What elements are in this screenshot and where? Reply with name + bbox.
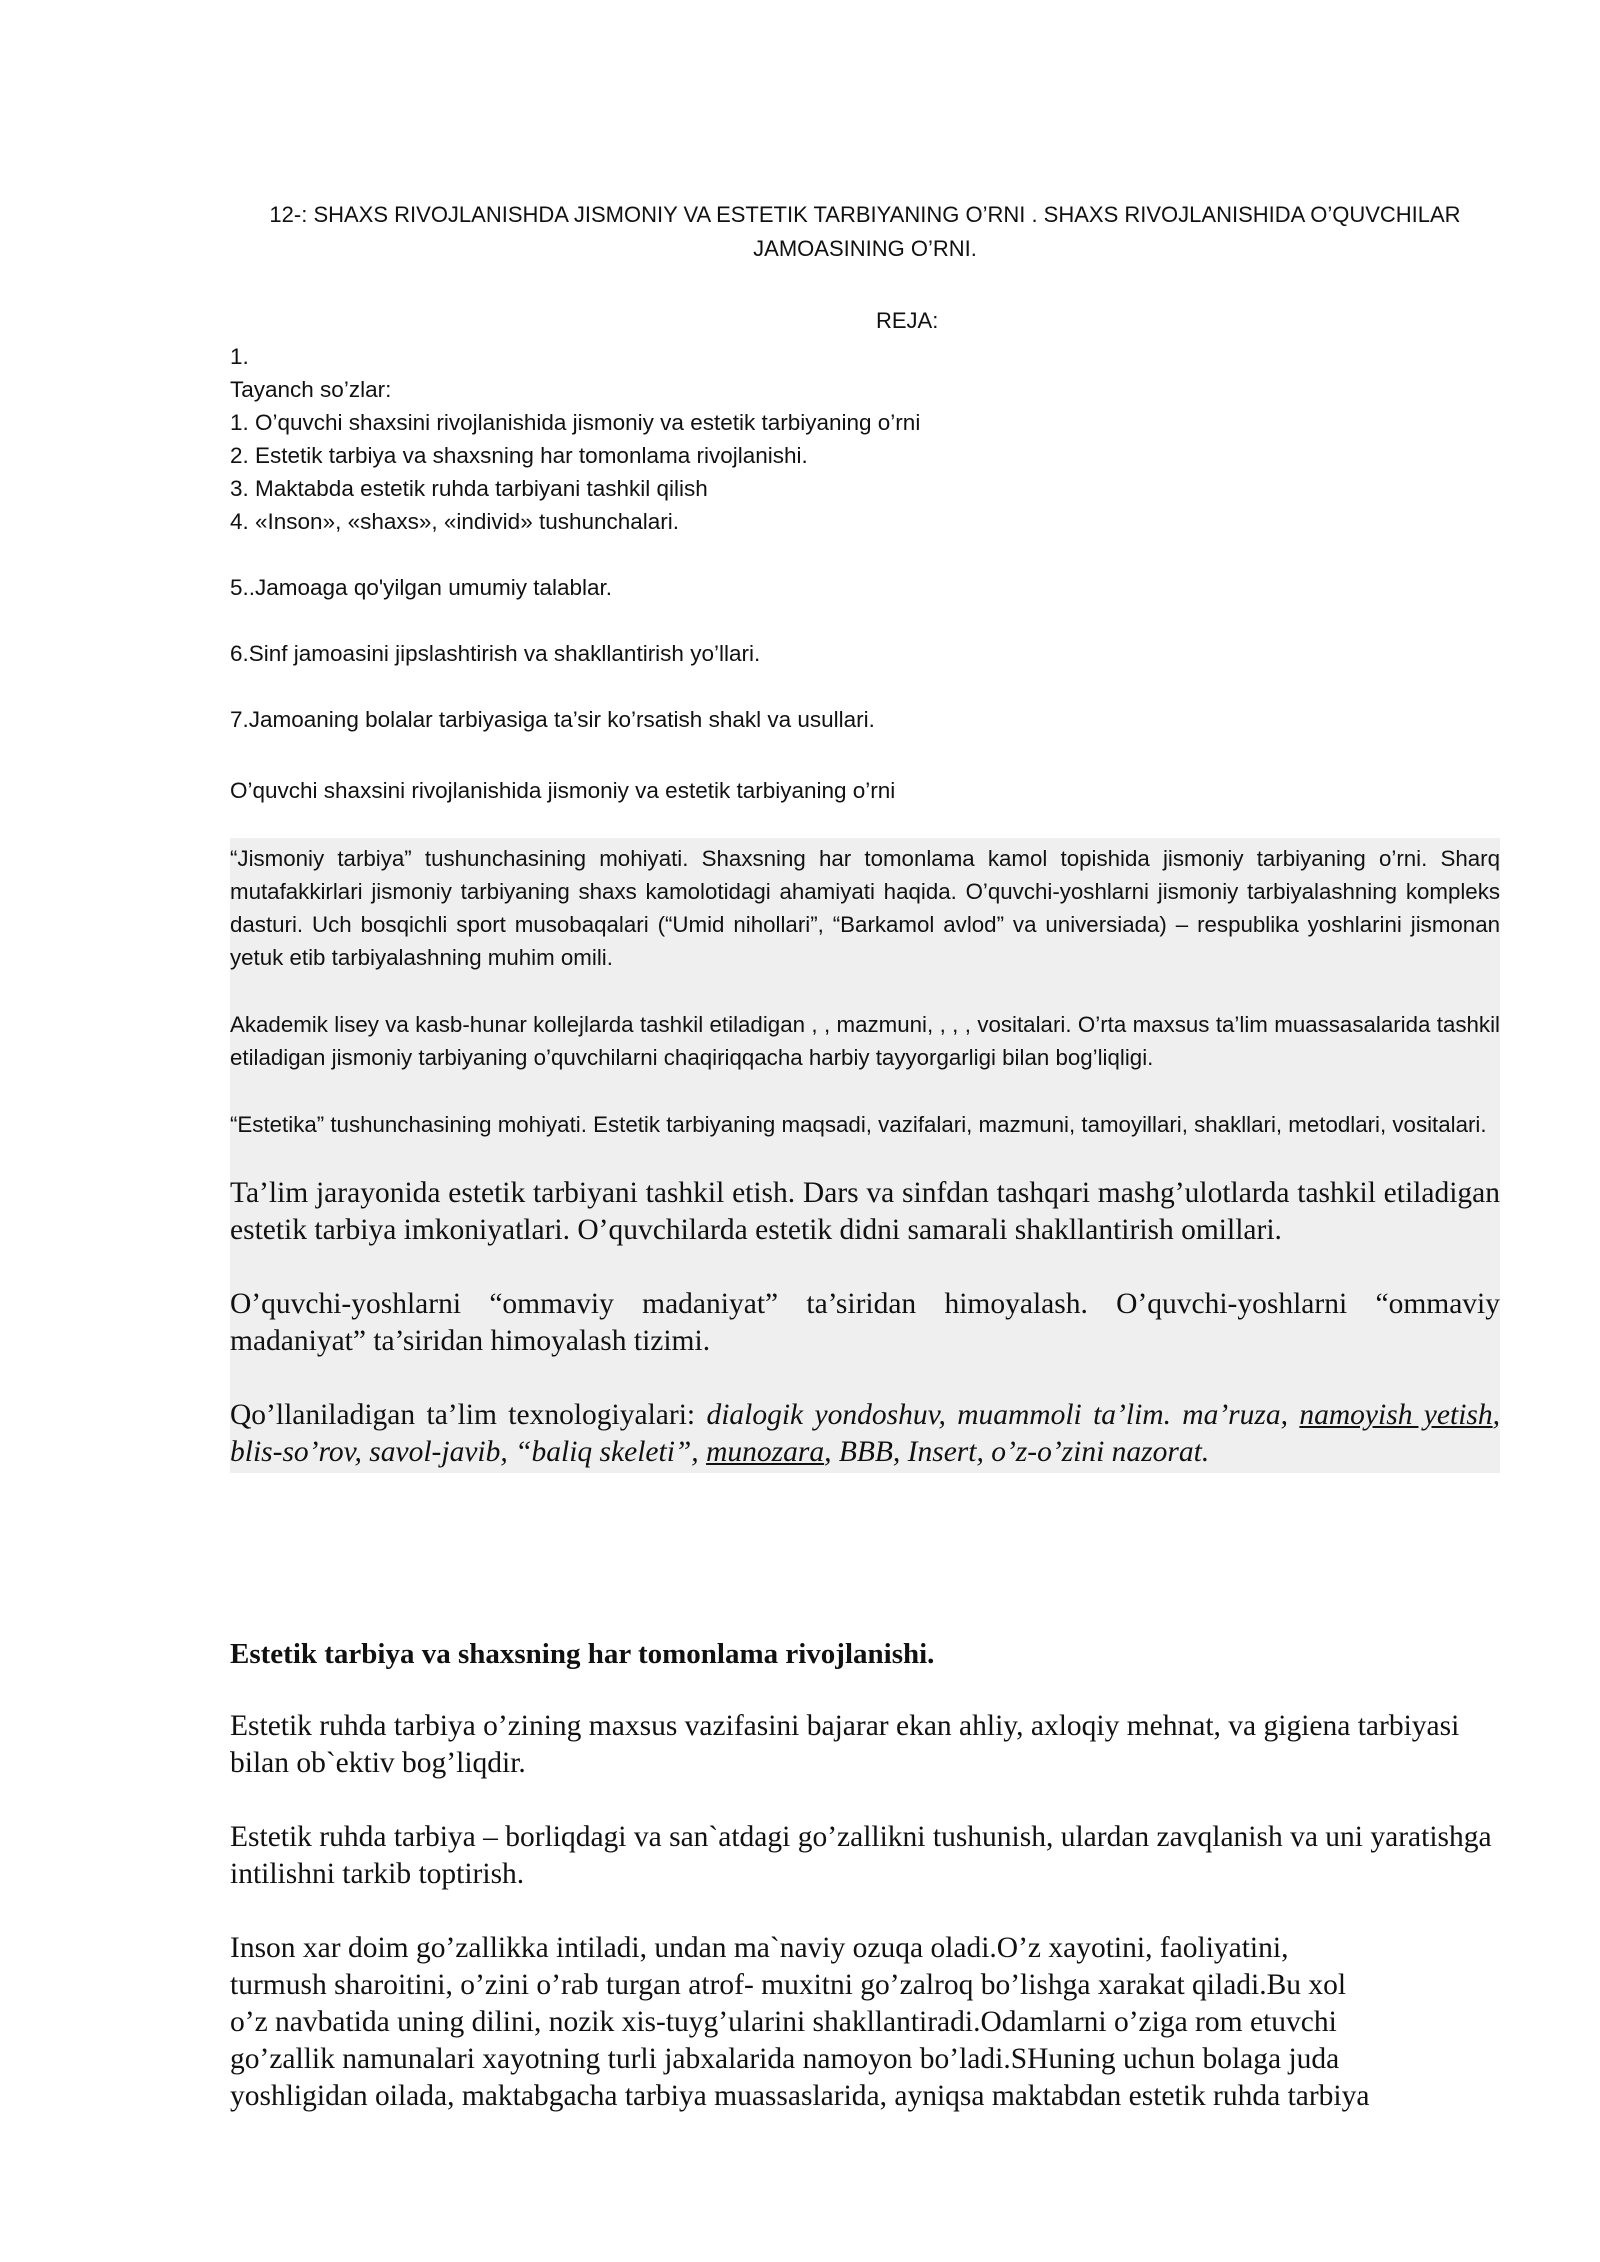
- technology-link[interactable]: munozara: [706, 1436, 825, 1468]
- plan-item: 5..Jamoaga qo'yilgan umumiy talablar.: [230, 575, 613, 600]
- title-line-2: JAMOASINING O’RNI.: [753, 236, 977, 261]
- plan-item: 7.Jamoaning bolalar tarbiyasiga ta’sir ko’rsatish shakl va usullari.: [230, 707, 875, 732]
- paragraph: “Estetika” tushunchasining mohiyati. Estetik tarbiyaning maqsadi, vazifalari, mazmuni, tamoyillari, shakllari, metodlari, vositalari.: [230, 1112, 1487, 1137]
- plan-heading: REJA:: [876, 308, 939, 333]
- text-line: go’zallik namunalari xayotning turli jabxalarida namoyon bo’ladi.SHuning uchun bolaga juda: [230, 2043, 1340, 2075]
- technologies-list: dialogik yondoshuv, muammoli ta’lim. ma’ruza,: [706, 1399, 1300, 1431]
- technologies-list: , blis-so’rov, savol-javib, “baliq skeleti”,: [230, 1399, 1500, 1468]
- technologies-paragraph: [230, 1397, 1500, 1471]
- section-2: [230, 1636, 1500, 2115]
- technologies-label: Qo’llaniladigan ta’lim texnologiyalari:: [230, 1399, 707, 1431]
- technology-link[interactable]: namoyish yetish: [1299, 1399, 1493, 1431]
- plan-item: 6.Sinf jamoasini jipslashtirish va shakllantirish yo’llari.: [230, 641, 761, 666]
- paragraph: Akademik lisey va kasb-hunar kollejlarda tashkil etiladigan , , mazmuni, , , , vositalari. O’rta maxsus ta’lim muassasalarida tashkil etiladigan jismoniy tarbiyaning o’quvchilarni chaqiriqqacha harbiy tayyorgarligi bilan bog’liqligi.: [230, 1012, 1500, 1070]
- plan-item: 3. Maktabda estetik ruhda tarbiyani tashkil qilish: [230, 476, 708, 501]
- section-heading: O’quvchi shaxsini rivojlanishida jismoniy va estetik tarbiyaning o’rni: [230, 778, 896, 803]
- technologies-list: , BBB, Insert, o’z-o’zini nazorat.: [824, 1436, 1210, 1468]
- text-line: turmush sharoitini, o’zini o’rab turgan atrof- muxitni go’zalroq bo’lishga xarakat qiladi.Bu xol: [230, 1969, 1347, 2001]
- highlighted-block: [230, 838, 1500, 1473]
- plan-number: 1.: [230, 344, 249, 369]
- paragraph: Estetik ruhda tarbiya – borliqdagi va san`atdagi go’zallikni tushunish, ulardan zavqlanish va uni yaratishga intilishni tarkib toptirish.: [230, 1821, 1492, 1890]
- title-line-1: 12-: SHAXS RIVOJLANISHDA JISMONIY VA ESTETIK TARBIYANING O’RNI . SHAXS RIVOJLANISHIDA O’QUVCHILAR: [269, 202, 1461, 227]
- plan-item: 1. O’quvchi shaxsini rivojlanishida jismoniy va estetik tarbiyaning o’rni: [230, 410, 921, 435]
- text-line: yoshligidan oilada, maktabgacha tarbiya muassaslarida, ayniqsa maktabdan estetik ruhda tarbiya: [230, 2080, 1370, 2112]
- section-2-heading: Estetik tarbiya va shaxsning har tomonlama rivojlanishi.: [230, 1638, 935, 1670]
- paragraph: [230, 1930, 1500, 2115]
- paragraph: “Jismoniy tarbiya” tushunchasining mohiyati. Shaxsning har tomonlama kamol topishida jismoniy tarbiyaning o’rni. Sharq mutafakkirlari jismoniy tarbiyaning shaxs kamolotidagi ahamiyati haqida. O’quvchi-yoshlarni jismoniy tarbiyalashning kompleks dasturi. Uch bosqichli sport musobaqalari (“Umid nihollari”, “Barkamol avlod” va universiada) – respublika yoshlarini jismonan yetuk etib tarbiyalashning muhim omili.: [230, 846, 1500, 970]
- keywords-label: Tayanch so’zlar:: [230, 377, 392, 402]
- text-line: o’z navbatida uning dilini, nozik xis-tuyg’ularini shakllantiradi.Odamlarni o’ziga rom etuvchi: [230, 2006, 1337, 2038]
- paragraph: O’quvchi-yoshlarni “ommaviy madaniyat” ta’siridan himoyalash. O’quvchi-yoshlarni “ommaviy madaniyat” ta’siridan himoyalash tizimi.: [230, 1288, 1500, 1357]
- document-title: [230, 198, 1500, 266]
- paragraph: Ta’lim jarayonida estetik tarbiyani tashkil etish. Dars va sinfdan tashqari mashg’ulotlarda tashkil etiladigan estetik tarbiya imkoniyatlari. O’quvchilarda estetik didni samarali shakllantirish omillari.: [230, 1177, 1500, 1246]
- plan-item: 2. Estetik tarbiya va shaxsning har tomonlama rivojlanishi.: [230, 443, 808, 468]
- plan-item: 4. «Inson», «shaxs», «individ» tushunchalari.: [230, 509, 680, 534]
- plan-list: [230, 340, 1500, 736]
- text-line: Inson xar doim go’zallikka intiladi, undan ma`naviy ozuqa oladi.O’z xayotini, faoliyatini,: [230, 1932, 1289, 1964]
- paragraph: Estetik ruhda tarbiya o’zining maxsus vazifasini bajarar ekan ahliy, axloqiy mehnat, va gigiena tarbiyasi bilan ob`ektiv bog’liqdir.: [230, 1710, 1460, 1779]
